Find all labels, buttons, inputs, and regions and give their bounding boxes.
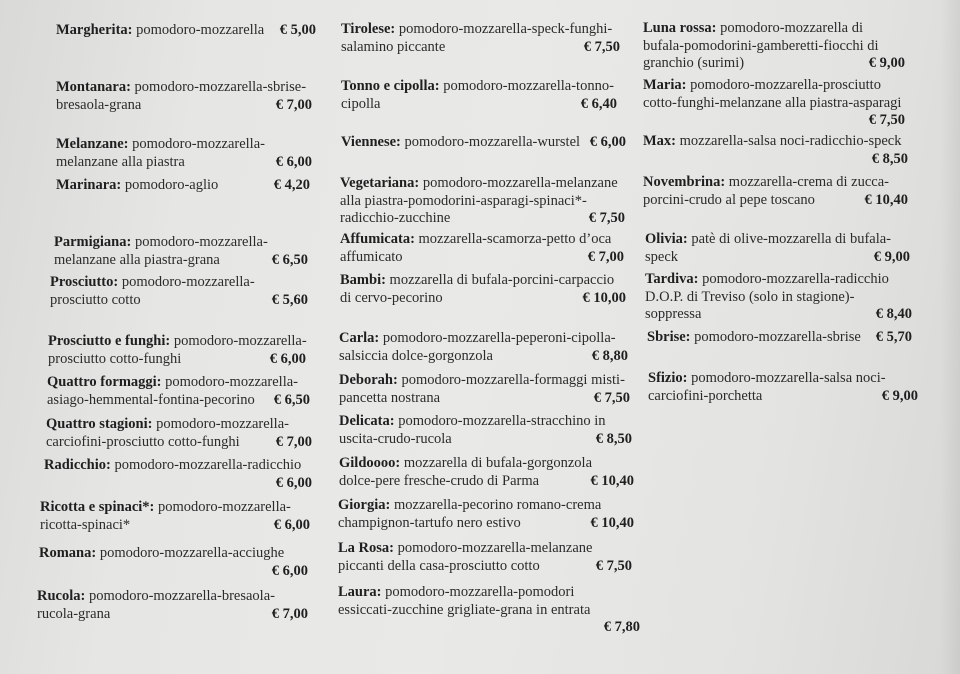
menu-item-line: [340, 175, 625, 193]
menu-item-name: Margherita:: [56, 22, 133, 38]
menu-item: [340, 231, 624, 266]
menu-item-price: € 9,00: [873, 248, 910, 265]
menu-item-ingredients: pomodoro-mozzarella-radicchio: [114, 457, 302, 473]
menu-item-price: € 6,00: [275, 474, 312, 491]
menu-item-ingredients: champignon-tartufo nero estivo: [338, 514, 521, 531]
menu-item-line: [341, 21, 620, 39]
menu-item-ingredients: pomodoro-mozzarella-sbrise-: [134, 79, 307, 95]
menu-item-ingredients: granchio (surimi): [643, 55, 745, 71]
menu-item-price: € 6,50: [273, 391, 310, 408]
menu-item: [340, 272, 626, 307]
menu-item: [340, 175, 625, 228]
menu-item: [37, 588, 308, 623]
menu-item-price: € 7,80: [603, 619, 640, 635]
menu-item-name: Sfizio:: [648, 370, 688, 386]
menu-item-price: € 10,40: [864, 191, 908, 208]
menu-item: [39, 545, 308, 580]
menu-item-line: [643, 174, 908, 192]
menu-item-ingredients: pancetta nostrana: [339, 389, 441, 406]
menu-item-ingredients: pomodoro-mozzarella-: [165, 374, 298, 390]
menu-item-ingredients: pomodoro-mozzarella-sbrise: [694, 329, 861, 345]
menu-item-line: [48, 351, 306, 369]
menu-item-line: [56, 177, 310, 195]
menu-item-ingredients: pomodoro-mozzarella-: [173, 333, 307, 349]
menu-item-ingredients: pomodoro-mozzarella-prosciutto: [690, 77, 881, 93]
menu-item-name: Luna rossa:: [643, 20, 717, 36]
menu-item-line: [37, 588, 308, 606]
menu-item-name: Tonno e cipolla:: [341, 78, 440, 94]
menu-item: [643, 77, 905, 130]
menu-item-name: Rucola:: [37, 588, 86, 604]
menu-item-line: [645, 231, 910, 249]
menu-item-name: Gildoooo:: [339, 455, 401, 471]
menu-item-price: € 7,50: [868, 112, 905, 128]
menu-item-name: Radicchio:: [44, 457, 111, 473]
menu-item-ingredients: mozzarella-crema di zucca-: [728, 174, 889, 190]
menu-item-name: Laura:: [338, 584, 382, 600]
menu-item: [338, 497, 634, 532]
menu-item: [341, 134, 626, 152]
menu-item: [47, 374, 310, 409]
menu-item-line: [50, 274, 308, 292]
menu-item-ingredients: piccanti della casa-prosciutto cotto: [338, 557, 540, 574]
menu-item-line: [339, 372, 630, 390]
menu-item-line: [54, 234, 308, 252]
menu-item: [40, 499, 310, 534]
menu-item-price: € 6,40: [580, 95, 617, 112]
menu-item-ingredients: speck: [645, 248, 679, 265]
menu-item-line: [50, 292, 308, 310]
menu-item: [56, 136, 312, 171]
menu-item-line: [46, 434, 312, 452]
menu-item: [339, 372, 630, 407]
menu-item: [647, 329, 912, 347]
menu-item-ingredients: dolce-pere fresche-crudo di Parma: [339, 472, 540, 489]
menu-item-line: [645, 271, 912, 289]
menu-item-name: Viennese:: [341, 134, 401, 150]
menu-item-price: € 6,00: [275, 153, 312, 170]
menu-item-price: € 5,60: [271, 291, 308, 308]
menu-item-ingredients: pomodoro-mozzarella-formaggi misti-: [401, 372, 625, 388]
menu-item-line: [56, 22, 316, 40]
menu-item-name: Vegetariana:: [340, 175, 420, 191]
menu-item-ingredients: cipolla: [341, 95, 381, 112]
menu-item-name: Giorgia:: [338, 497, 391, 513]
menu-item-price: € 6,00: [589, 134, 626, 150]
paper-edge-shadow: [940, 0, 960, 674]
menu-item-ingredients: radicchio-zucchine: [340, 210, 451, 226]
menu-item-name: La Rosa:: [338, 540, 394, 556]
menu-item-ingredients: pomodoro-mozzarella-: [134, 234, 268, 250]
menu-item-ingredients: cotto-funghi-melanzane alla piastra-asparagi: [643, 94, 902, 111]
menu-item-price: € 6,50: [271, 251, 308, 268]
menu-item-line: [48, 333, 306, 351]
menu-item: [643, 133, 908, 168]
menu-item-name: Prosciutto:: [50, 274, 119, 290]
menu-item-line: [338, 602, 640, 620]
menu-item-ingredients: pomodoro-aglio: [124, 177, 219, 193]
menu-item-line: [645, 249, 910, 267]
menu-item-ingredients: pomodoro-mozzarella-salsa noci-: [691, 370, 886, 386]
menu-item: [56, 79, 312, 114]
menu-item-ingredients: pomodoro-mozzarella-bresaola-: [88, 588, 275, 604]
menu-item-ingredients: pomodoro-mozzarella-radicchio: [702, 271, 889, 287]
menu-item-price: € 10,40: [590, 472, 634, 489]
menu-item-ingredients: porcini-crudo al pepe toscano: [643, 191, 815, 208]
menu-item-ingredients: mozzarella di bufala-porcini-carpaccio: [389, 272, 615, 288]
menu-item-ingredients: pomodoro-mozzarella: [136, 22, 265, 38]
menu-item-ingredients: prosciutto cotto-funghi: [48, 350, 182, 367]
menu-item-line: [341, 78, 617, 96]
menu-item-ingredients: mozzarella-salsa noci-radicchio-speck: [679, 133, 902, 149]
menu-item-ingredients: asiago-hemmental-fontina-pecorino: [47, 391, 255, 408]
menu-item-line: [47, 374, 310, 392]
menu-item-line: [44, 475, 312, 493]
menu-item-line: [648, 370, 918, 388]
menu-item-ingredients: essiccati-zucchine grigliate-grana in entrata: [338, 601, 591, 618]
menu-item-line: [340, 193, 625, 211]
menu-item-ingredients: bresaola-grana: [56, 96, 142, 113]
menu-item-ingredients: pomodoro-mozzarella-: [132, 136, 265, 152]
menu-item-ingredients: rucola-grana: [37, 605, 111, 622]
menu-item-price: € 7,50: [593, 389, 630, 406]
menu-item-name: Parmigiana:: [54, 234, 132, 250]
menu-item-ingredients: pomodoro-mozzarella-speck-funghi-: [398, 21, 613, 37]
menu-item: [645, 271, 912, 324]
menu-item: [46, 416, 312, 451]
menu-item-ingredients: prosciutto cotto: [50, 291, 141, 308]
menu-item-name: Olivia:: [645, 231, 688, 247]
menu-item: [338, 540, 632, 575]
menu-item: [56, 177, 310, 195]
menu-item-line: [643, 192, 908, 210]
menu-item-name: Sbrise:: [647, 329, 691, 345]
menu-item: [648, 370, 918, 405]
menu-item-ingredients: pomodoro-mozzarella-pomodori: [385, 584, 575, 600]
menu-item-ingredients: pomodoro-mozzarella-stracchino in: [398, 413, 606, 429]
menu-item: [341, 78, 617, 113]
menu-item-line: [340, 231, 624, 249]
menu-item: [50, 274, 308, 309]
menu-item-ingredients: salsiccia dolce-gorgonzola: [339, 347, 493, 364]
menu-item-line: [338, 515, 634, 533]
menu-item-name: Max:: [643, 133, 677, 149]
menu-item-ingredients: pomodoro-mozzarella-melanzane: [422, 175, 618, 191]
menu-item-line: [341, 134, 626, 152]
menu-item-ingredients: pomodoro-mozzarella-: [121, 274, 255, 290]
menu-item-ingredients: D.O.P. di Treviso (solo in stagione)-: [645, 288, 855, 305]
menu-item-name: Prosciutto e funghi:: [48, 333, 171, 349]
menu-item: [339, 330, 628, 365]
menu-item-line: [643, 151, 908, 169]
menu-item-line: [340, 210, 625, 228]
menu-item-line: [340, 290, 626, 308]
menu-item-ingredients: affumicato: [340, 248, 403, 265]
menu-item-ingredients: carciofini-prosciutto cotto-funghi: [46, 433, 240, 450]
menu-item-price: € 7,00: [271, 605, 308, 622]
menu-item-line: [54, 252, 308, 270]
menu-item-price: € 8,80: [591, 347, 628, 364]
menu-item-ingredients: ricotta-spinaci*: [40, 516, 131, 533]
menu-item-line: [339, 455, 634, 473]
menu-item-price: € 7,00: [587, 248, 624, 265]
menu-item-price: € 7,50: [583, 38, 620, 55]
menu-item-ingredients: pomodoro-mozzarella-: [158, 499, 291, 515]
menu-item-line: [56, 154, 312, 172]
menu-item-price: € 8,50: [595, 430, 632, 447]
menu-item-line: [39, 563, 308, 581]
menu-item-price: € 6,00: [273, 516, 310, 533]
menu-item-name: Novembrina:: [643, 174, 726, 190]
menu-item-line: [643, 133, 908, 151]
menu-item-line: [645, 289, 912, 307]
menu-item-ingredients: melanzane alla piastra-grana: [54, 251, 220, 268]
menu-item-ingredients: mozzarella-scamorza-petto d’oca: [418, 231, 612, 247]
menu-item: [48, 333, 306, 368]
menu-item-name: Bambi:: [340, 272, 386, 288]
menu-item-ingredients: patè di olive-mozzarella di bufala-: [691, 231, 892, 247]
menu-item: [341, 21, 620, 56]
menu-item-name: Carla:: [339, 330, 380, 346]
menu-item-price: € 10,00: [582, 289, 626, 306]
menu-item-line: [338, 619, 640, 637]
menu-item-line: [338, 497, 634, 515]
menu-item: [643, 174, 908, 209]
menu-item-line: [643, 38, 905, 56]
menu-item-name: Ricotta e spinaci*:: [40, 499, 155, 515]
menu-item-ingredients: pomodoro-mozzarella-peperoni-cipolla-: [382, 330, 616, 346]
menu-item-line: [340, 249, 624, 267]
menu-item-name: Marinara:: [56, 177, 122, 193]
menu-item-price: € 6,00: [269, 350, 306, 367]
menu-item-line: [44, 457, 312, 475]
menu-item: [44, 457, 312, 492]
menu-item-price: € 7,00: [275, 96, 312, 113]
menu-item: [643, 20, 905, 73]
menu-item-line: [339, 348, 628, 366]
menu-item-ingredients: soppressa: [645, 306, 702, 322]
menu-item-line: [643, 20, 905, 38]
menu-item-ingredients: carciofini-porchetta: [648, 387, 763, 404]
menu-item: [56, 22, 316, 40]
menu-item: [338, 584, 640, 637]
menu-item-name: Quattro formaggi:: [47, 374, 162, 390]
menu-item-price: € 9,00: [881, 387, 918, 404]
menu-item-name: Montanara:: [56, 79, 131, 95]
menu-item-line: [643, 77, 905, 95]
menu-item-line: [338, 540, 632, 558]
menu-item-line: [56, 79, 312, 97]
menu-item-line: [47, 392, 310, 410]
menu-item-ingredients: mozzarella-pecorino romano-crema: [393, 497, 602, 513]
menu-item-line: [40, 517, 310, 535]
menu-item-line: [340, 272, 626, 290]
menu-item-line: [40, 499, 310, 517]
menu-item-line: [341, 96, 617, 114]
menu-item-price: € 10,40: [590, 514, 634, 531]
menu-item-ingredients: di cervo-pecorino: [340, 289, 443, 306]
menu-item-price: € 8,50: [871, 150, 908, 167]
menu-item-line: [339, 390, 630, 408]
menu-item-name: Maria:: [643, 77, 687, 93]
menu-item-price: € 8,40: [875, 306, 912, 322]
menu-item-line: [341, 39, 620, 57]
menu-item-line: [338, 558, 632, 576]
menu-item: [339, 413, 632, 448]
menu-item-ingredients: pomodoro-mozzarella-acciughe: [99, 545, 285, 561]
menu-item-price: € 5,00: [279, 22, 316, 38]
menu-item-price: € 9,00: [868, 55, 905, 71]
menu-item-name: Tardiva:: [645, 271, 699, 287]
menu-item-price: € 6,00: [271, 562, 308, 579]
menu-item-line: [643, 95, 905, 113]
menu-item: [339, 455, 634, 490]
menu-item-ingredients: melanzane alla piastra: [56, 153, 185, 170]
menu-item-name: Delicata:: [339, 413, 395, 429]
menu-item-line: [37, 606, 308, 624]
menu-item: [645, 231, 910, 266]
menu-item-ingredients: alla piastra-pomodorini-asparagi-spinaci*-: [340, 192, 587, 209]
menu-item-name: Tirolese:: [341, 21, 396, 37]
menu-item-name: Melanzane:: [56, 136, 129, 152]
menu-item-line: [339, 413, 632, 431]
menu-item-line: [643, 112, 905, 130]
menu-item-ingredients: pomodoro-mozzarella-tonno-: [443, 78, 614, 94]
menu-item-name: Quattro stagioni:: [46, 416, 153, 432]
menu-item-line: [645, 306, 912, 324]
menu-item-price: € 7,50: [595, 557, 632, 574]
menu-item-ingredients: salamino piccante: [341, 38, 446, 55]
menu-item-name: Affumicata:: [340, 231, 415, 247]
menu-item: [54, 234, 308, 269]
menu-item-line: [338, 584, 640, 602]
menu-item-line: [339, 431, 632, 449]
menu-item-line: [643, 55, 905, 73]
menu-item-ingredients: mozzarella di bufala-gorgonzola: [403, 455, 593, 471]
menu-item-price: € 4,20: [273, 177, 310, 193]
menu-item-ingredients: uscita-crudo-rucola: [339, 430, 452, 447]
menu-item-line: [339, 330, 628, 348]
menu-item-ingredients: pomodoro-mozzarella-: [156, 416, 289, 432]
menu-item-ingredients: pomodoro-mozzarella-wurstel: [404, 134, 581, 150]
menu-item-line: [648, 388, 918, 406]
menu-item-line: [56, 97, 312, 115]
menu-item-price: € 7,50: [588, 210, 625, 226]
menu-item-ingredients: bufala-pomodorini-gamberetti-fiocchi di: [643, 37, 879, 54]
menu-item-name: Romana:: [39, 545, 97, 561]
menu-item-line: [46, 416, 312, 434]
menu-item-price: € 5,70: [875, 329, 912, 345]
menu-item-ingredients: pomodoro-mozzarella-melanzane: [397, 540, 593, 556]
menu-item-price: € 7,00: [275, 433, 312, 450]
menu-item-line: [56, 136, 312, 154]
menu-item-name: Deborah:: [339, 372, 398, 388]
menu-item-ingredients: pomodoro-mozzarella di: [720, 20, 864, 36]
menu-item-line: [647, 329, 912, 347]
menu-item-line: [339, 473, 634, 491]
menu-item-line: [39, 545, 308, 563]
